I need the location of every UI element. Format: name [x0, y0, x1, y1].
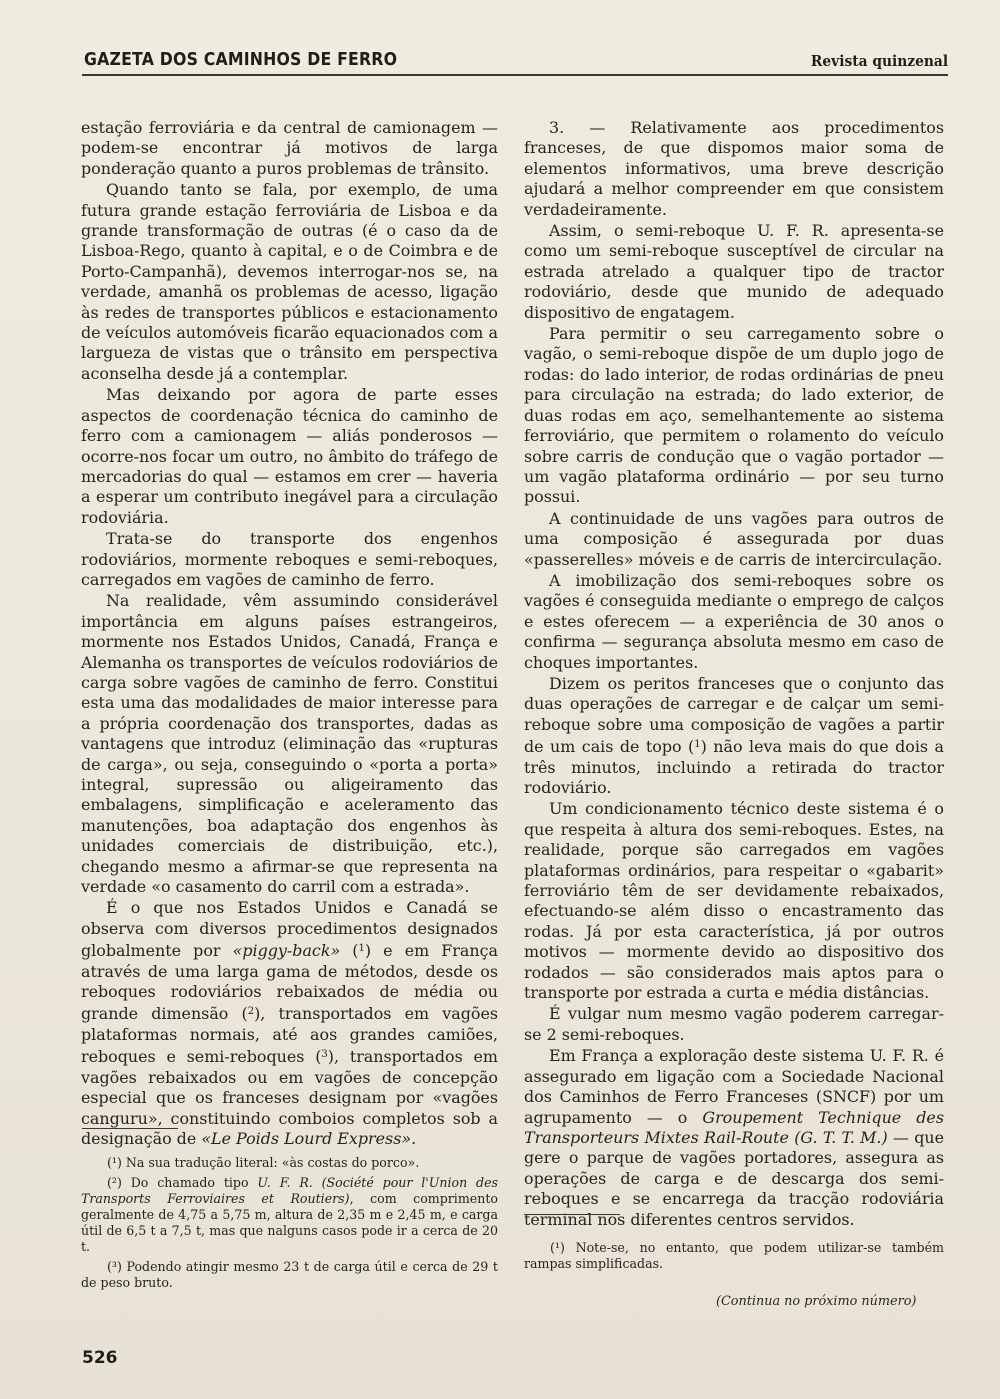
- footnote-divider: [82, 1128, 178, 1129]
- footnote: (¹) Na sua tradução literal: «às costas do porco».: [107, 1155, 420, 1170]
- paragraph: Para permitir o seu carregamento sobre o vagão, o semi-reboque dispõe de um duplo jogo de rodas: do lado interior, de rodas ordinárias de pneu para circulação na estrada; do lado exterior, de duas rodas em aço, semelhantemente ao sistema ferroviário, que permitem o rolamento do veículo sobre carris de condução que o vagão portador — um vagão plataforma ordinário — por seu turno possui.: [524, 324, 944, 507]
- page-number: 526: [82, 1348, 118, 1368]
- paragraph: estação ferroviária e da central de camionagem — podem-se encontrar já motivos de larga ponderação quanto a puros problemas de trânsito.: [81, 118, 498, 178]
- paragraph: Trata-se do transporte dos engenhos rodoviários, mormente reboques e semi-reboques, carregados em vagões de caminho de ferro.: [81, 529, 498, 589]
- right-column: [524, 118, 944, 1230]
- journal-title: GAZETA DOS CAMINHOS DE FERRO: [84, 50, 398, 70]
- footnote: (¹) Note-se, no entanto, que podem utilizar-se também rampas simplificadas.: [524, 1240, 944, 1271]
- footnote-ref: 1: [358, 943, 365, 955]
- footnote-ref: 3: [321, 1049, 328, 1061]
- footnote: (²) Do chamado tipo U. F. R. (Société pour l'Union des Transports Ferroviaires et Routiers), com comprimento geralmente de 4,75 a 5,75 m, altura de 2,35 m e 2,45 m, e carga útil de 6,5 t a 7,5 t, mas que nalguns casos pode ir a cerca de 20 t.: [81, 1175, 498, 1254]
- footnote-divider: [524, 1214, 620, 1215]
- paragraph: É o que nos Estados Unidos e Canadá se observa com diversos procedimentos designados globalmente por «piggy-back» ($^1$) e em França através de uma larga gama de métodos, desde os reboques rodoviários rebaixados de média ou grande dimensão ($^2$), transportados em vagões plataformas normais, até aos grandes camiões, reboques e semi-reboques ($^3$), transportados em vagões rebaixados ou em vagões de concepção especial que os franceses designam por «vagões canguru», constituindo comboios completos sob a designação de «Le Poids Lourd Express».: [81, 898, 498, 1148]
- left-column: [81, 118, 498, 1149]
- paragraph: Um condicionamento técnico deste sistema é o que respeita à altura dos semi-reboques. Estes, na realidade, porque são carregados em vagões plataformas ordinários, para respeitar o «gabarit» ferroviário têm de ser devidamente rebaixados, efectuando-se além disso o encastramento das rodas. Já por esta característica, já por outros motivos — mormente devido ao dispositivo dos rodados — são considerados mais aptos para o transporte por estrada a curta e média distâncias.: [524, 799, 944, 1003]
- paragraph: Quando tanto se fala, por exemplo, de uma futura grande estação ferroviária de Lisboa e da grande transformação de outras (é o caso da de Lisboa-Rego, quanto à capital, e o de Coimbra e de Porto-Campanhã), devemos interrogar-nos se, na verdade, amanhã os problemas de acesso, ligação às redes de transportes públicos e estacionamento de veículos automóveis ficarão equacionados com a largueza de vistas que o trânsito em perspectiva aconselha desde já a contemplar.: [81, 180, 498, 383]
- footnote-ref: 1: [694, 739, 701, 751]
- paragraph: Na realidade, vêm assumindo considerável importância em alguns países estrangeiros, mormente nos Estados Unidos, Canadá, França e Alemanha os transportes de veículos rodoviários de carga sobre vagões de caminho de ferro. Constitui esta uma das modalidades de maior interesse para a própria coordenação dos transportes, dadas as vantagens que introduz (eliminação das «rupturas de carga», ou seja, conseguindo o «porta a porta» integral, supressão ou aligeiramento das embalagens, simplificação e aceleramento das manutenções, boa adaptação dos engenhos às unidades comerciais de distribuição, etc.), chegando mesmo a afirmar-se que representa na verdade «o casamento do carril com a estrada».: [81, 591, 498, 897]
- paragraph: A continuidade de uns vagões para outros de uma composição é assegurada por duas «passerelles» móveis e de carris de intercirculação.: [524, 508, 944, 569]
- continued-note: (Continua no próximo número): [716, 1294, 917, 1309]
- page-header: [82, 48, 948, 76]
- left-footnotes: [81, 1155, 498, 1295]
- paragraph: Dizem os peritos franceses que o conjunto das duas operações de carregar e de calçar um semi-reboque sobre uma composição de vagões a partir de um cais de topo ($^1$) não leva mais do que dois a três minutos, incluindo a retirada do tractor rodoviário.: [524, 673, 944, 797]
- footnote: (³) Podendo atingir mesmo 23 t de carga útil e cerca de 29 t de peso bruto.: [81, 1259, 498, 1290]
- paragraph: 3. — Relativamente aos procedimentos franceses, de que dispomos maior soma de elementos informativos, uma breve descrição ajudará a melhor compreender em que consistem verdadeiramente.: [524, 118, 944, 219]
- paragraph: Assim, o semi-reboque U. F. R. apresenta-se como um semi-reboque susceptível de circular na estrada atrelado a qualquer tipo de tractor rodoviário, desde que munido de adequado dispositivo de engatagem.: [524, 221, 944, 322]
- journal-subtitle: Revista quinzenal: [810, 52, 948, 70]
- paragraph: É vulgar num mesmo vagão poderem carregar-se 2 semi-reboques.: [524, 1004, 944, 1044]
- paragraph: Em França a exploração deste sistema U. F. R. é assegurado em ligação com a Sociedade Nacional dos Caminhos de Ferro Franceses (SNCF) por um agrupamento — o Groupement Technique des Transporteurs Mixtes Rail-Route (G. T. T. M.) — que gere o parque de vagões portadores, assegura as operações de carga e de descarga dos semi-reboques e se encarrega da tracção rodoviária terminal nos diferentes centros servidos.: [524, 1046, 944, 1229]
- paragraph: Mas deixando por agora de parte esses aspectos de coordenação técnica do caminho de ferro com a camionagem — aliás ponderosos — ocorre-nos focar um outro, no âmbito do tráfego de mercadorias do qual — estamos em crer — haveria a esperar um contributo inegável para a circulação rodoviária.: [81, 385, 498, 527]
- footnote-ref: 2: [247, 1006, 255, 1018]
- paragraph: A imobilização dos semi-reboques sobre os vagões é conseguida mediante o emprego de calços e estes oferecem — a experiência de 30 anos o confirma — segurança absoluta mesmo em caso de choques importantes.: [524, 570, 944, 672]
- right-footnotes: [524, 1240, 944, 1276]
